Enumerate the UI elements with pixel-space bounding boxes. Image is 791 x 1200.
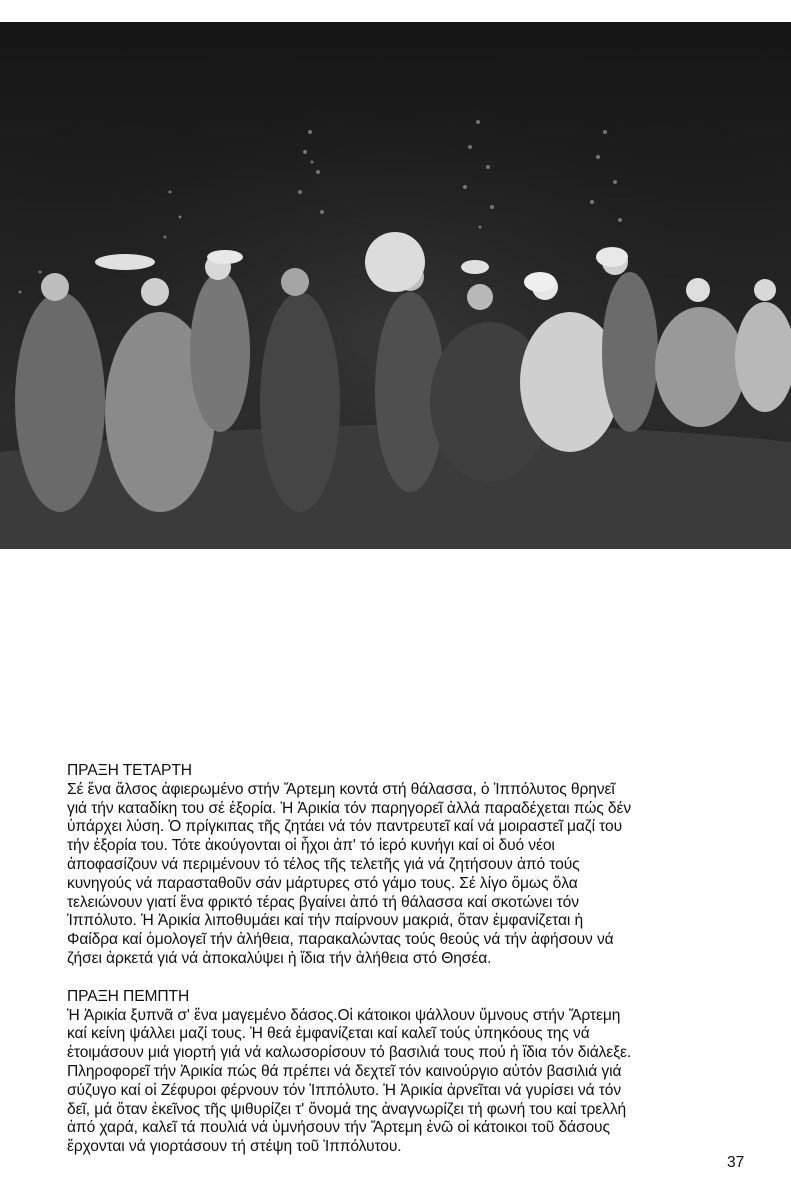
- text-line: Φαίδρα καί ὁμολογεῖ τήν ἀλήθεια, παρακαλώντας τούς θεούς νά τήν ἀφήσουν νά: [67, 931, 614, 949]
- act-four-heading: ΠΡΑΞΗ ΤΕΤΑΡΤΗ: [67, 762, 192, 779]
- stage-dance-photo-icon: [0, 22, 791, 549]
- text-line: ἀποφασίζουν νά περιμένουν τό τέλος τῆς τελετῆς γιά νά ζητήσουν ἀπό τούς: [67, 855, 580, 873]
- text-line: γιά τήν καταδίκη του σέ ἐξορία. Ἡ Ἀρικία τόν παρηγορεῖ ἀλλά παραδέχεται πώς δέν: [67, 799, 632, 817]
- text-line: κυνηγούς νά παρασταθοῦν σάν μάρτυρες στό γάμο τους. Σέ λίγο ὅμως ὅλα: [67, 874, 578, 892]
- text-line: Σέ ἕνα ἄλσος ἀφιερωμένο στήν Ἄρτεμη κοντά στή θάλασσα, ὁ Ἱππόλυτος θρηνεῖ: [67, 780, 615, 798]
- text-line: ἑτοιμάσουν μιά γιορτή γιά νά καλωσορίσουν τό βασιλιά τους πού ἡ ἴδια τόν διάλεξε.: [67, 1044, 632, 1062]
- act-four-body: [67, 781, 747, 969]
- text-line: ζήσει ἀρκετά γιά νά ἀποκαλύψει ἡ ἴδια τήν ἀλήθεια στό Θησέα.: [67, 949, 492, 967]
- text-line: τελειώνουν γιατί ἕνα φρικτό τέρας βγαίνει ἀπό τή θάλασσα καί σκοτώνει τόν: [67, 893, 579, 911]
- text-line: ἔρχονται νά γιορτάσουν τή στέψη τοῦ Ἱππόλυτου.: [67, 1138, 402, 1156]
- synopsis-text: [67, 762, 747, 1176]
- text-line: δεῖ, μά ὅταν ἐκεῖνος τῆς ψιθυρίζει τ' ὄνομά της ἀναγνωρίζει τή φωνή του καί τρελλή: [67, 1100, 627, 1118]
- text-line: Πληροφορεῖ τήν Ἀρικία πώς θά πρέπει νά δεχτεῖ τόν καινούργιο αὐτόν βασιλιά γιά: [67, 1062, 622, 1080]
- text-line: σύζυγο καί οἱ Ζέφυροι φέρνουν τόν Ἱππόλυτο. Ἡ Ἀρικία ἀρνεῖται νά γυρίσει νά τόν: [67, 1081, 622, 1099]
- text-line: τήν ἐξορία του. Τότε ἀκούγονται οἱ ἦχοι ἀπ' τό ἱερό κυνήγι καί οἱ δυό νέοι: [67, 837, 555, 855]
- act-five-heading: ΠΡΑΞΗ ΠΕΜΠΤΗ: [67, 987, 190, 1005]
- text-line: ἀπό χαρά, καλεῖ τά πουλιά νά ὑμνήσουν τήν Ἄρτεμη ἐνῶ οἱ κάτοικοι τοῦ δάσους: [67, 1119, 610, 1137]
- stage-dance-photo: [0, 22, 791, 549]
- act-five-body: [67, 1007, 747, 1157]
- page-number: 37: [727, 1154, 745, 1171]
- text-line: ὑπάρχει λύση. Ὁ πρίγκιπας τῆς ζητάει νά τόν παντρευτεῖ καί νά μοιραστεῖ μαζί του: [67, 818, 623, 836]
- text-line: καί κείνη ψάλλει μαζί τους. Ἡ θεά ἐμφανίζεται καί καλεῖ τούς ὑπηκόους της νά: [67, 1025, 590, 1043]
- text-line: Ἱππόλυτο. Ἡ Ἀρικία λιποθυμάει καί τήν παίρνουν μακριά, ὅταν ἐμφανίζεται ἡ: [67, 912, 584, 930]
- text-line: Ἡ Ἀρικία ξυπνᾶ σ' ἕνα μαγεμένο δάσος.Οἱ κάτοικοι ψάλλουν ὕμνους στήν Ἄρτεμη: [67, 1006, 621, 1024]
